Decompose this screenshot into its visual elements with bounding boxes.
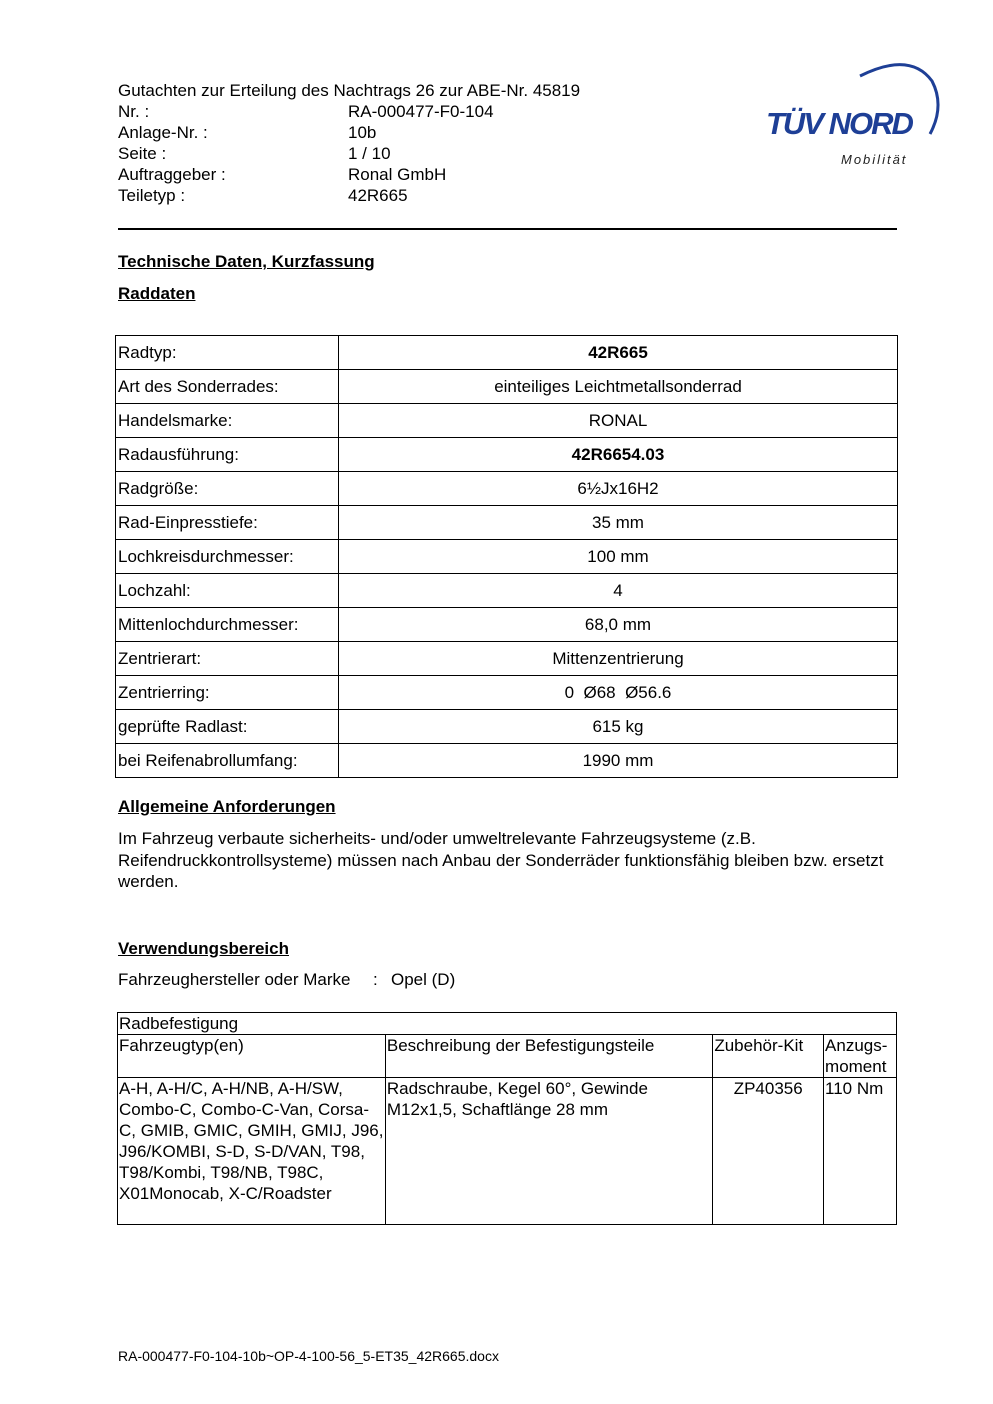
description-cell: Radschraube, Kegel 60°, Gewinde M12x1,5, Schaftlänge 28 mm — [385, 1078, 712, 1225]
table-row: Zentrierring: 0 Ø68 Ø56.6 — [116, 676, 898, 710]
kit-cell: ZP40356 — [713, 1078, 824, 1225]
section-heading-verwendung: Verwendungsbereich — [118, 939, 289, 958]
table-row: Mittenlochdurchmesser: 68,0 mm — [116, 608, 898, 642]
vehicle-types-cell: A-H, A-H/C, A-H/NB, A-H/SW, Combo-C, Combo-C-Van, Corsa-C, GMIB, GMIC, GMIH, GMIJ, J96, J96/KOMBI, S-D, S-D/VAN, T98, T98/Kombi, T98/NB, T98C, X01Monocab, X-C/Roadster — [118, 1078, 386, 1225]
table-row: Lochkreisdurchmesser: 100 mm — [116, 540, 898, 574]
header-row-auftraggeber: Auftraggeber : Ronal GmbH — [118, 165, 447, 184]
table-caption: Radbefestigung — [118, 1013, 897, 1035]
table-header-row — [118, 1035, 897, 1078]
document-title: Gutachten zur Erteilung des Nachtrags 26 zur ABE-Nr. 45819 — [118, 81, 581, 100]
header-row-teiletyp: Teiletyp : 42R665 — [118, 186, 408, 205]
radbefestigung-table — [117, 1012, 897, 1225]
document-footer: RA-000477-F0-104-10b~OP-4-100-56_5-ET35_42R665.docx — [118, 1348, 499, 1364]
table-row: bei Reifenabrollumfang: 1990 mm — [116, 744, 898, 778]
table-row: Radausführung: 42R6654.03 — [116, 438, 898, 472]
column-header: Anzugs-moment — [824, 1035, 897, 1078]
column-header: Beschreibung der Befestigungsteile — [385, 1035, 712, 1078]
table-row: Lochzahl: 4 — [116, 574, 898, 608]
logo-subtitle: Mobilität — [841, 152, 908, 167]
column-header: Fahrzeugtyp(en) — [118, 1035, 386, 1078]
table-row: Rad-Einpresstiefe: 35 mm — [116, 506, 898, 540]
header-row-anlage: Anlage-Nr. : 10b — [118, 123, 377, 142]
table-row: Radtyp: 42R665 — [116, 336, 898, 370]
oem-line: Fahrzeughersteller oder Marke : Opel (D) — [118, 970, 456, 989]
column-header: Zubehör-Kit — [713, 1035, 824, 1078]
table-row: Handelsmarke: RONAL — [116, 404, 898, 438]
torque-cell: 110 Nm — [824, 1078, 897, 1225]
table-caption-row — [118, 1013, 897, 1035]
header-divider — [118, 228, 897, 230]
table-row: Zentrierart: Mittenzentrierung — [116, 642, 898, 676]
table-row — [118, 1078, 897, 1225]
table-row: Radgröße: 6½Jx16H2 — [116, 472, 898, 506]
raddaten-table — [115, 335, 898, 778]
section-heading-allgemein: Allgemeine Anforderungen — [118, 797, 336, 816]
allgemein-paragraph: Im Fahrzeug verbaute sicherheits- und/oder umweltrelevante Fahrzeugsysteme (z.B. Reifendruckkontrollsysteme) müssen nach Anbau der Sonderräder funktionsfähig bleiben bzw. ersetzt werden. — [118, 829, 884, 891]
section-heading-raddaten: Raddaten — [118, 284, 196, 303]
section-heading-tech: Technische Daten, Kurzfassung — [118, 252, 375, 271]
header-row-seite: Seite : 1 / 10 — [118, 144, 391, 163]
table-row: Art des Sonderrades: einteiliges Leichtmetallsonderrad — [116, 370, 898, 404]
document-header — [118, 80, 580, 206]
tuev-nord-logo: TÜV NORD — [766, 106, 912, 141]
table-row: geprüfte Radlast: 615 kg — [116, 710, 898, 744]
header-row-nr: Nr. : RA-000477-F0-104 — [118, 102, 494, 121]
